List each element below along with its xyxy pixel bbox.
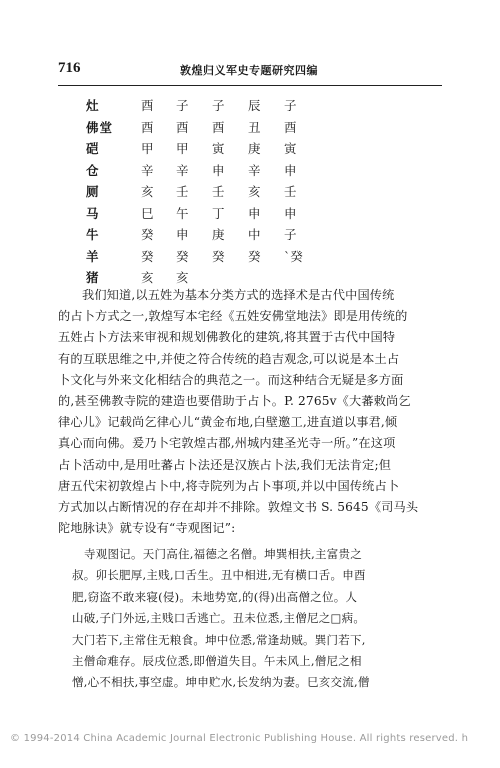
table-cell: 申 [176,227,189,242]
paragraph-line: 的,甚至佛教寺院的建造也要借助于占卜。P. 2765v《大蕃敕尚乞 [58,394,411,409]
table-cell: 寅 [212,141,225,156]
table-cell: 丁 [212,205,225,221]
paragraph-line: 卜文化与外来文化相结合的典范之一。而这种结合无疑是多方面 [58,372,404,387]
row-label: 猪 [86,270,100,285]
copyright-footer: © 1994-2014 China Academic Journal Electronic Publishing House. All rights reserved. h [10,733,469,744]
table-cell: 辛 [248,162,261,178]
table-cell: 丑 [248,119,261,135]
table-cell: 巳 [141,205,154,221]
page-number: 716 [58,60,81,76]
paragraph-line: 有的互联思维之中,并使之符合传统的趋吉观念,可以说是本土占 [58,351,400,366]
table-cell: 癸 [248,248,261,264]
table-cell: 申 [284,162,297,178]
table-cell: 子 [284,227,297,242]
running-title: 敦煌归义军史专题研究四编 [180,64,318,77]
table-cell: 酉 [284,119,297,135]
paragraph-line: 真心而向佛。爰乃卜宅敦煌古郡,州城内建圣光寺一所。”在这项 [58,436,396,451]
quote-line: 大门若下,主常住无粮食。坤中位悉,常逢劫贼。巽门若下, [72,632,366,647]
table-cell: 壬 [212,184,225,199]
table-cell: 庚 [248,141,261,156]
body-paragraph [58,285,446,539]
table-cell: 辛 [176,162,189,178]
table-cell: 申 [284,205,297,221]
table-cell: 亥 [141,184,154,199]
paragraph-line: 的占卜方式之一,敦煌写本宅经《五姓安佛堂地法》即是用传统的 [58,309,408,324]
table-cell: 酉 [212,119,225,135]
table-cell: 辰 [248,98,261,113]
paragraph-line: 唐五代宋初敦煌占卜中,将寺院列为占卜事项,并以中国传统占卜 [58,478,400,493]
paragraph-line: 占卜活动中,是用吐蕃占卜法还是汉族占卜法,我们无法肯定;但 [58,457,392,472]
quote-line: 肥,窃盗不敢来寝(侵)。未地势宽,的(得)出高僧之位。人 [72,589,358,604]
paragraph-line: 五姓占卜方法来审视和规划佛教化的建筑,将其置于古代中国特 [58,330,396,345]
header-rule [58,85,442,86]
table-cell: 申 [212,162,225,178]
row-label: 厕 [86,184,100,199]
paragraph-line: 我们知道,以五姓为基本分类方式的选择术是古代中国传统 [82,288,395,302]
row-label: 佛堂 [86,119,114,135]
table-cell: `癸 [284,248,303,264]
quote-line: 主僧命难存。辰戌位悉,即僧道失目。午未风上,僧尼之相 [72,654,362,669]
table-cell: 中 [248,227,261,242]
page-header [58,60,442,82]
table-cell: 甲 [141,141,154,156]
table-cell: 癸 [176,248,189,264]
table-cell: 亥 [248,184,261,199]
row-label: 仓 [86,162,100,178]
table-cell: 癸 [141,227,154,242]
paragraph-line: 方式加以占断情况的存在却并不排除。敦煌文书 S. 5645《司马头 [58,500,419,515]
table-cell: 亥 [141,270,154,285]
table-cell: 酉 [141,119,154,135]
table-cell: 甲 [176,141,189,156]
quote-line: 寺观图记。天门高住,福德之名僧。坤巽相扶,主富贵之 [84,547,363,561]
quote-line: 山破,子门外远,主贱口舌逃亡。丑未位悉,主僧尼之□病。 [72,611,366,626]
table-cell: 壬 [284,184,297,199]
row-label: 牛 [86,227,100,242]
table-cell: 申 [248,205,261,221]
table-cell: 午 [176,205,189,221]
table-cell: 辛 [141,162,154,178]
row-label: 羊 [86,248,100,264]
quote-line: 憎,心不相扶,事空虚。坤申贮水,长发纳为妻。巳亥交流,僧 [72,675,370,690]
table-cell: 酉 [141,98,154,113]
row-label: 硙 [86,141,100,156]
table-cell: 寅 [284,141,297,156]
quote-line: 叔。卯长肥厚,主贱,口舌生。丑中相进,无有横口舌。申酉 [72,568,366,583]
table-cell: 庚 [212,227,225,242]
row-label: 马 [86,205,100,221]
paragraph-line: 陀地脉诀》就专设有“寺观图记”: [58,521,236,536]
table-cell: 癸 [141,248,154,264]
table-cell: 壬 [176,184,189,199]
paragraph-line: 律心儿》记载尚乞律心儿“黄金布地,白壁邀工,进直道以事君,倾 [58,415,398,430]
table-cell: 子 [212,98,225,113]
table-cell: 亥 [176,270,189,285]
quoted-passage [72,544,446,694]
table-cell: 子 [284,98,297,113]
row-label: 灶 [86,98,100,113]
table-cell: 子 [176,98,189,113]
table-cell: 癸 [212,248,225,264]
table-cell: 酉 [176,119,189,135]
